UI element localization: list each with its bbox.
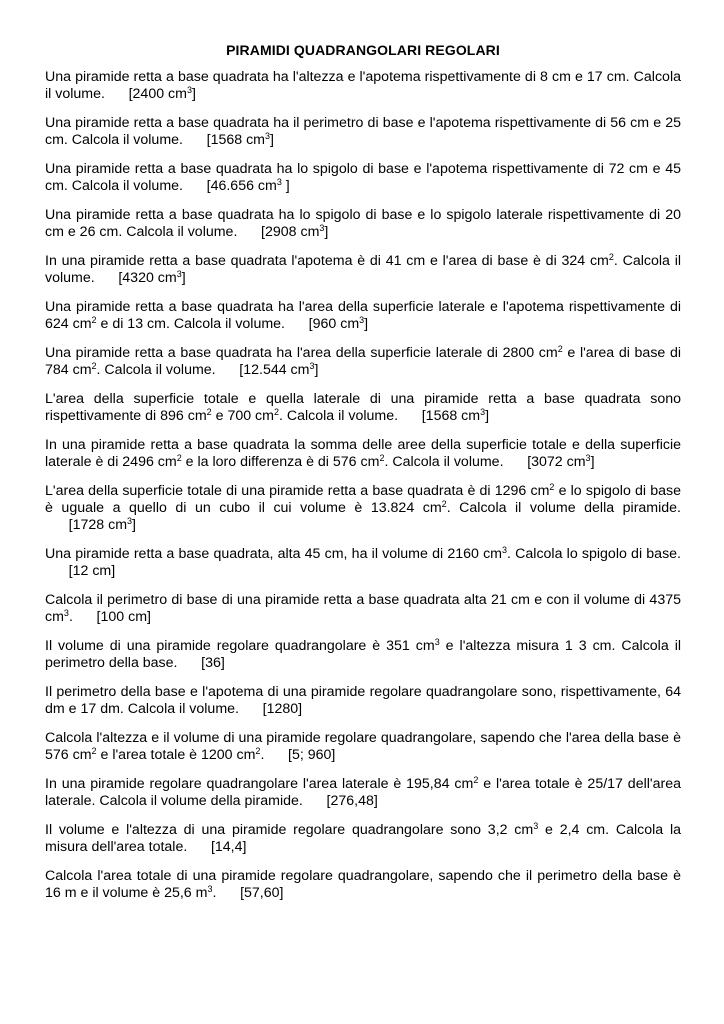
problem-item	[45, 730, 681, 764]
page-title: PIRAMIDI QUADRANGOLARI REGOLARI	[226, 42, 500, 58]
problem-text: L'area della superficie totale e quella laterale di una piramide retta a base quadrata sono rispettivamente di 896 $cm^2$ e 700 $cm^2$. Calcola il volume.	[45, 391, 681, 424]
problem-item	[45, 299, 681, 333]
document-page	[45, 42, 681, 914]
problem-answer: [14,4]	[210, 839, 247, 855]
problem-item	[45, 391, 681, 425]
problem-item	[45, 776, 681, 810]
problem-item	[45, 253, 681, 287]
problem-text: Il perimetro della base e l'apotema di una piramide regolare quadrangolare sono, rispettivamente, 64 dm e 17 dm. Calcola il volume.	[45, 684, 681, 717]
problem-item	[45, 161, 681, 195]
problem-text: Una piramide retta a base quadrata ha l'altezza e l'apotema rispettivamente di 8 cm e 17 cm. Calcola il volume.	[45, 69, 681, 102]
problem-item	[45, 69, 681, 103]
problem-answer: [100 cm]	[96, 609, 151, 625]
problem-answer: [960 $cm^3$]	[308, 315, 369, 332]
problem-answer: [2908 $cm^3$]	[261, 223, 329, 240]
problem-answer: [1280]	[262, 701, 303, 717]
problem-answer: [12 cm]	[68, 563, 116, 579]
problem-answer: [3072 $cm^3$]	[527, 453, 595, 470]
problem-answer: [1568 $cm^3$]	[206, 131, 274, 148]
problem-answer: [36]	[201, 655, 225, 671]
problem-item	[45, 592, 681, 626]
problem-text: Una piramide retta a base quadrata ha lo spigolo di base e lo spigolo laterale rispettivamente di 20 cm e 26 cm. Calcola il volume.	[45, 207, 681, 240]
problem-item	[45, 207, 681, 241]
problem-item	[45, 822, 681, 856]
problem-text: L'area della superficie totale di una piramide retta a base quadrata è di 1296 $cm^2$ e lo spigolo di base è uguale a quello di un cubo il cui volume è 13.824 $cm^2$. Calcola il volume della piramide.	[45, 482, 681, 516]
problem-item	[45, 437, 681, 471]
problem-text: In una piramide regolare quadrangolare l'area laterale è 195,84 $cm^2$ e l'area totale è 25/17 dell'area laterale. Calcola il volume della piramide.	[45, 775, 681, 809]
problem-text: Il volume e l'altezza di una piramide regolare quadrangolare sono 3,2 $cm^3$ e 2,4 cm. Calcola la misura dell'area totale.	[45, 821, 681, 855]
problem-answer: [2400 $cm^3$]	[128, 85, 196, 102]
problem-item	[45, 483, 681, 534]
problem-answer: [5; 960]	[288, 747, 336, 763]
problem-item	[45, 546, 681, 580]
problem-answer: [57,60]	[240, 885, 284, 901]
problem-text: Una piramide retta a base quadrata ha il perimetro di base e l'apotema rispettivamente di 56 cm e 25 cm. Calcola il volume.	[45, 115, 681, 148]
problem-answer: [46.656 $cm^3$ ]	[206, 177, 290, 194]
problem-answer: [1728 $cm^3$]	[68, 516, 136, 533]
problem-text: Calcola l'altezza e il volume di una piramide regolare quadrangolare, sapendo che l'area della base è 576 $cm^2$ e l'area totale è 1200 $cm^2$.	[45, 730, 681, 763]
problem-text: Calcola il perimetro di base di una piramide retta a base quadrata alta 21 cm e con il volume di 4375 $cm^3$.	[45, 592, 681, 625]
problem-text: Il volume di una piramide regolare quadrangolare è 351 $cm^3$ e l'altezza misura 1 3 cm. Calcola il perimetro della base.	[45, 637, 681, 671]
problem-answer: [276,48]	[326, 793, 378, 809]
problem-item	[45, 115, 681, 149]
problem-answer: [4320 $cm^3$]	[118, 269, 186, 286]
problem-answer: [1568 $cm^3$]	[421, 407, 490, 424]
problem-item	[45, 345, 681, 379]
problem-item	[45, 868, 681, 902]
problem-text: Una piramide retta a base quadrata, alta 45 cm, ha il volume di 2160 $cm^3$. Calcola lo spigolo di base.	[45, 545, 681, 562]
problem-text: Una piramide retta a base quadrata ha lo spigolo di base e l'apotema rispettivamente di 72 cm e 45 cm. Calcola il volume.	[45, 161, 681, 194]
problem-text: Una piramide retta a base quadrata ha l'area della superficie laterale di 2800 $cm^2$ e l'area di base di 784 $cm^2$. Calcola il volume.	[45, 344, 681, 378]
problem-text: In una piramide retta a base quadrata la somma delle aree della superficie totale e della superficie laterale è di 2496 $cm^2$ e la loro differenza è di 576 $cm^2$. Calcola il volume.	[45, 437, 681, 470]
problem-item	[45, 684, 681, 718]
problem-text: Calcola l'area totale di una piramide regolare quadrangolare, sapendo che il perimetro della base è 16 m e il volume è 25,6 $m^3$.	[45, 868, 681, 901]
problem-text: In una piramide retta a base quadrata l'apotema è di 41 cm e l'area di base è di 324 $cm^2$. Calcola il volume.	[45, 252, 682, 286]
problem-item	[45, 638, 681, 672]
problem-answer: [12.544 $cm^3$]	[239, 361, 319, 378]
problem-text: Una piramide retta a base quadrata ha l'area della superficie laterale e l'apotema rispettivamente di 624 $cm^2$ e di 13 cm. Calcola il volume.	[45, 299, 681, 332]
